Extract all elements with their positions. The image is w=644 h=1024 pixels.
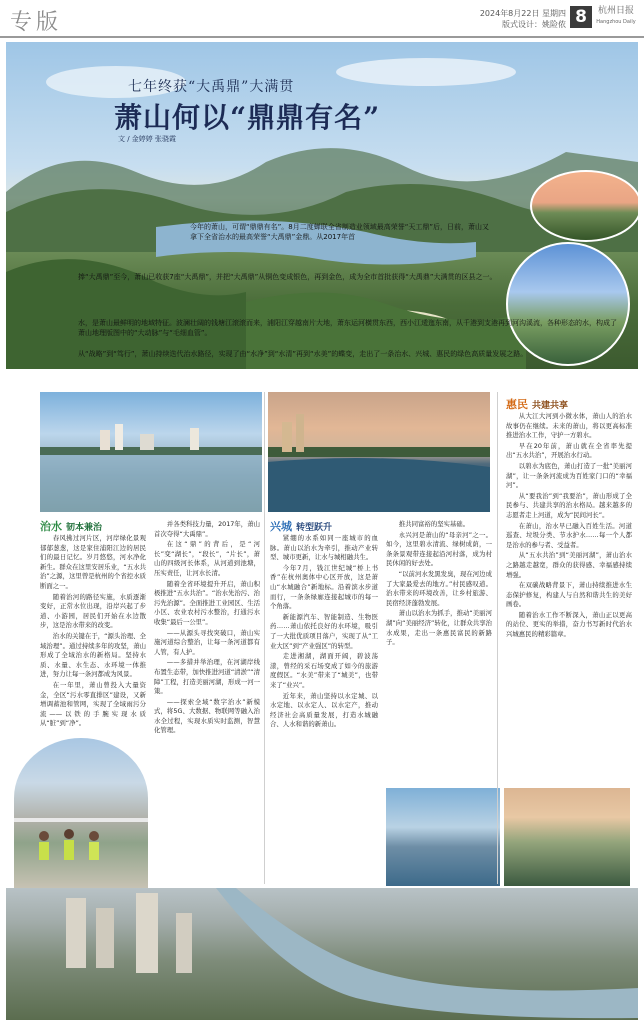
issue-meta [386,8,566,30]
intro-c: 水，是萧山最鲜明的地域特征。波澜壮阔的钱塘江滚滚而来，浦阳江穿越南片大地，萧东运河横贯东西，西小江逶迤东南，从千港到支港再到河沟溪流，各种形态的水，构成了萧山地理版图中的“大动脉”与“毛细血管”。 [78,319,617,338]
col1-p1: 春风拂过河片区，河岸绿化景观郁郁葱葱，这是家住浦阳江边的居民们的最日记忆。岁月悠悠，河水净化新生。群众在这里安居乐业，“五水共治”之源，这里曾是杭州的个省控水质断面之一。 [40,534,146,590]
col2-p1: 并各类科技力量，2017年，萧山首次夺得“大禹鼎”。 [154,520,260,538]
newspaper-logo [594,4,638,30]
col4-p2: 永兴河是萧山的“母亲河”之一。如今，这里碧水清流、绿树成荫，一条条景观带连接起沿河村落，成为村民休闲的好去处。 [386,530,492,568]
col3-p2: 今年7月，钱江世纪城“桥上书香”在杭州奥体中心区开放，这是萧山“水城融合”新地标。沿着滨水步道而行，一条条绿廊连接起城市的每一个角落。 [270,563,378,611]
col4-p4: 萧山以治水为抓手，推动“美丽河湖”向“美丽经济”转化，让群众共享治水成果，走出一条惠民富民的新路子。 [386,609,492,647]
intro-d: 从“战略”到“笃行”，萧山持续迭代治水路径，实现了由“水净”到“水清”再到“水美”的蝶变，走出了一条治水、兴城、惠民的绿色高质量发展之路。 [78,350,528,358]
column-1 [40,534,146,734]
col2-p5: ——多措并举治理，在河湖岸线布置生态带，加快推进河道“清淤”“清障”工程，打造美丽河湖，形成一河一策。 [154,658,260,696]
col5-p5: 在萧山，治水早已融入百姓生活。河道巡查、垃圾分类、节水护水……每一个人都是治水的参与者、受益者。 [506,521,632,549]
col3-p3: 新能源汽车、智能制造、生物医药……萧山依托良好的水环境，吸引了一大批优质项目落户，实现了从“工业大区”到“产业强区”的转型。 [270,612,378,650]
page-number: 8 [570,6,592,28]
col1-p3: 治水的关键在于，“源头治理、全域治理”。通过持续多年的攻坚，萧山形成了全域治水的新格局。坚持水质、水量、水生态、水环境一体推进，努力让每一条河都成为风景。 [40,631,146,679]
intro-paragraph-3 [78,318,618,339]
photo-river-patrol-people [14,738,148,888]
column-2 [154,520,260,884]
col5-p3: 以碧水为底色，萧山打造了一批“美丽河湖”，让一条条河流成为百姓家门口的“幸福河”。 [506,461,632,490]
col5-p1: 从大江大河到小微水体，萧山人的治水故事仍在继续。未来的萧山，将以更高标准推进治水工作，守护一方碧水。 [506,412,632,440]
col5-p8: 随着治水工作不断深入，萧山正以更高的站位、更实的举措，奋力书写新时代治水兴城惠民的精彩篇章。 [506,610,632,639]
logo-cn: 杭州日报 [597,6,634,16]
col4-p1: 推共同富裕的坚实基础。 [398,520,470,528]
section-huimin-title: 共建共享 [532,401,569,411]
section-heading-zhishui [40,518,102,534]
photo-wetland-sunset [504,788,630,886]
photo-city-lake [40,392,262,512]
col3-p1: 紧绷的水系如同一座城市的血脉。萧山以治水为牵引，推动产业转型、城市更新，让水与城相融共生。 [270,534,378,562]
column-4 [386,520,492,784]
col1-p2: 随着治河的路径实施，水质逐渐变好，正常水位出现，沿岸兴起了步道、小游园，居民们开始在水边散步，这是治水带来的改变。 [40,592,146,630]
section-xingcheng-label: 兴城 [270,520,292,533]
logo-en: Hangzhou Daily [596,19,636,25]
headline-kicker: 七年终获“大禹鼎”大满贯 [128,79,295,95]
intro-paragraph-2 [78,272,498,282]
inset-photo-river [506,242,630,366]
section-heading-xingcheng [270,518,332,534]
section-huimin-label: 惠民 [506,398,528,411]
intro-b: 捧“大禹鼎”至今，萧山已收获7座“大禹鼎”，并把“大禹鼎”从铜色变成银色，再到金色，成为全市首批获得“大禹鼎”大满贯的区县之一。 [78,273,497,281]
intro-paragraph-1 [190,222,490,243]
layout-editor: 版式设计：姚险侬 [502,20,566,29]
section-zhishui-label: 治水 [40,520,62,533]
col2-p2: 在这“鼎”的背后，是“河长”变“湖长”，“段长”，“片长”，萧山的四级河长体系，从河道到池塘，压实责任，让河水长清。 [154,540,260,577]
column-divider-1 [264,392,265,884]
col1-p4: 在一年里，萧山曾投入大量资金，全区“污水零直排区”建设，又新增调蓄池和管网，实现了全域雨污分流——以铁的手腕实现水质从“脏”到“净”。 [40,680,146,728]
section-xingcheng-title: 转型跃升 [296,523,333,533]
byline: 文 / 金婷婷 张骁霞 [118,135,177,143]
col5-p2: 早在20年前，萧山就在全省率先提出“五水共治”，开展治水行动。 [506,441,632,460]
column-divider-2 [497,392,498,884]
column-3 [270,534,378,784]
section-zhishui-title: 韧本兼治 [66,523,103,533]
col2-p3: 随着全省环境提升开启，萧山积极推进“五水共治”。“治水先治污、治污先治源”。全面推进工业园区、生活小区、农业农村污水整治，打通污水收集“最后一公里”。 [154,579,260,626]
page-header [0,0,644,38]
intro-paragraph-4 [78,349,618,359]
headline: 萧山何以“鼎鼎有名” [114,101,381,134]
col2-p4: ——从源头寻找突破口，萧山实施河道综合整治，让每一条河道都有人管，有人护。 [154,628,260,656]
col5-p6: 从“五水共治”到“美丽河湖”，萧山治水之路越走越宽，群众的获得感、幸福感持续增强。 [506,551,632,579]
col4-p3: “以前河水发黑发臭，现在河边成了大家最爱去的地方。”村民感叹道。治水带来的环境改善，让乡村旅游、民宿经济蓬勃发展。 [386,569,492,607]
col3-p5: 近年来，萧山坚持以水定城、以水定地、以水定人、以水定产，推动经济社会高质量发展，打造水城融合、人水和谐的新萧山。 [270,691,378,729]
col5-p7: 在双碳战略背景下，萧山持续推进水生态保护修复，构建人与自然和谐共生的美好画卷。 [506,581,632,609]
photo-aerial-city-river [6,888,638,1020]
col5-p4: 从“要我治”到“我要治”，萧山形成了全民参与、共建共享的治水格局。越来越多的志愿者走上河道，成为“民间河长”。 [506,491,632,519]
section-name: 专版 [10,10,63,35]
issue-date: 2024年8月22日 星期四 [479,9,566,18]
intro-a: 今年的萧山，可谓“鼎鼎有名”。8月二度蝉联全省制造业领域最高荣誉“天工鼎”后，日前，萧山又拿下全省治水的最高荣誉“大禹鼎”金鼎。从2017年首 [190,223,489,242]
col2-p6: ——探索全域“数字治水”新模式，将5G、大数据、物联网等融入治水全过程，实现水质实时监测，智慧化管理。 [154,697,260,735]
photo-lake-city [386,788,500,886]
col3-p4: 走进湘湖，湖面开阔，碧波荡漾，曾经的采石场变成了如今的旅游度假区。“水美”带来了“城美”，也带来了“业兴”。 [270,652,378,689]
column-5 [506,412,632,784]
photo-sunset-river [268,392,490,512]
section-heading-huimin [506,396,568,412]
inset-photo-sunset [530,170,638,242]
